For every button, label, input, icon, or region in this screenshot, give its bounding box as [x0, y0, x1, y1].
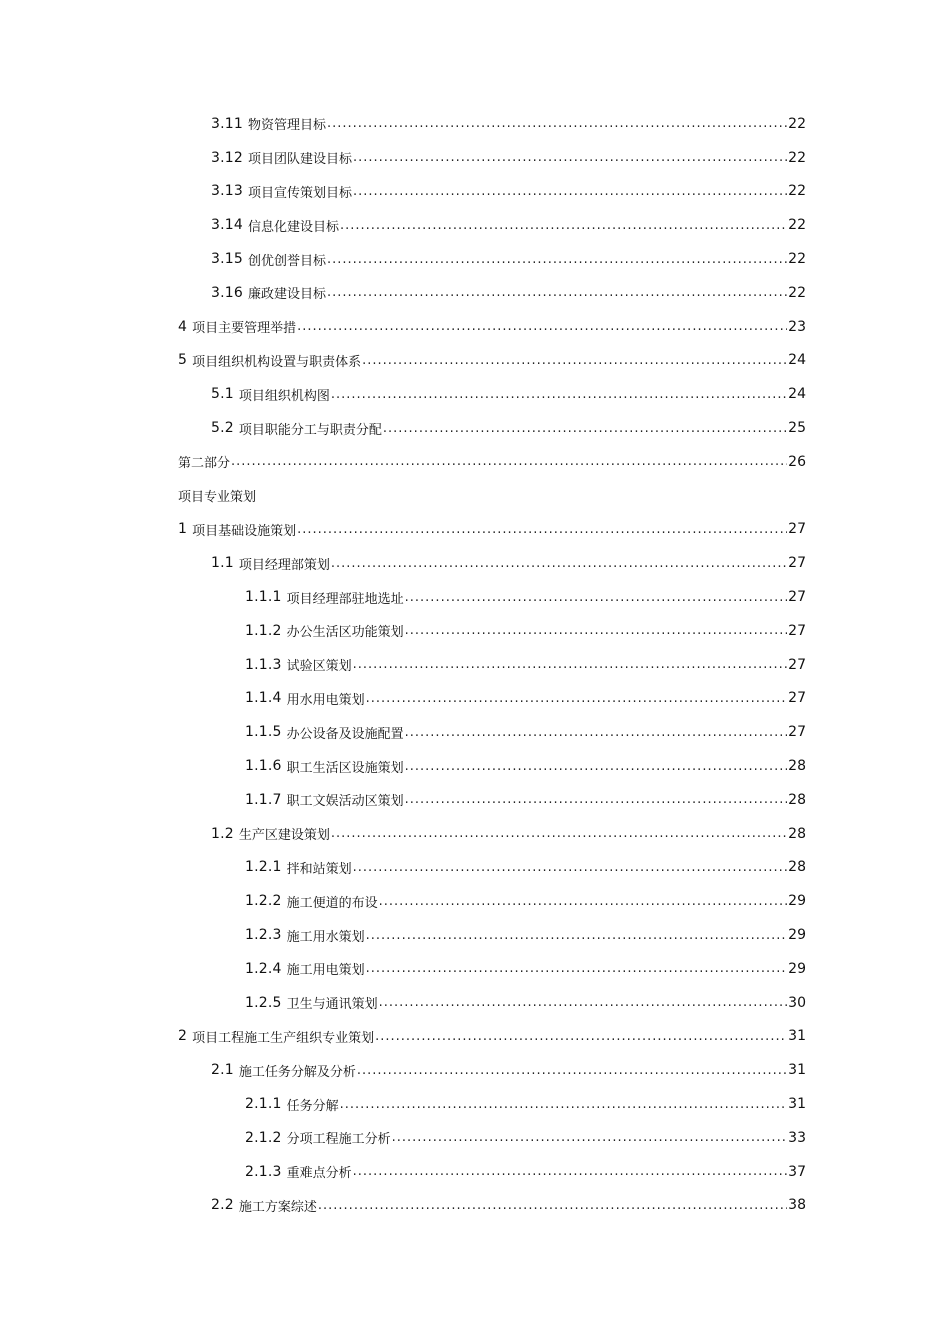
- toc-entry-number: 1.2: [211, 825, 234, 842]
- toc-entry-title: 施工用电策划: [286, 963, 365, 979]
- toc-entry[interactable]: [178, 513, 806, 547]
- toc-dot-leader: [353, 860, 788, 875]
- toc-entry-number: 2: [178, 1028, 188, 1045]
- toc-entry[interactable]: [211, 107, 806, 141]
- toc-entry-page: 24: [788, 386, 806, 403]
- toc-dot-leader: [362, 353, 787, 368]
- toc-entry[interactable]: [211, 276, 806, 310]
- toc-entry-number: 3.16: [211, 284, 243, 301]
- toc-entry-page: 25: [788, 420, 806, 437]
- toc-entry-title: 职工生活区设施策划: [286, 760, 404, 776]
- toc-entry-number: 1.1.7: [245, 791, 282, 808]
- toc-entry-number: 3.15: [211, 251, 243, 268]
- toc-entry-title: 第二部分: [178, 456, 231, 472]
- toc-entry-number: 1.1.5: [245, 724, 282, 741]
- toc-entry[interactable]: [178, 310, 806, 344]
- toc-entry-page: 27: [788, 724, 806, 741]
- toc-entry-number: 1.2.5: [245, 994, 282, 1011]
- table-of-contents: [0, 107, 950, 1222]
- toc-entry[interactable]: [245, 614, 806, 648]
- toc-entry[interactable]: [178, 344, 806, 378]
- toc-entry-number: 2.1.3: [245, 1163, 282, 1180]
- toc-dot-leader: [353, 150, 787, 165]
- toc-dot-leader: [405, 792, 788, 807]
- toc-entry[interactable]: [245, 1121, 806, 1155]
- toc-entry[interactable]: [245, 952, 806, 986]
- toc-entry-page: 26: [788, 453, 806, 470]
- toc-entry-title: 项目宣传策划目标: [247, 185, 352, 201]
- toc-entry-number: 1.2.4: [245, 960, 282, 977]
- toc-dot-leader: [331, 556, 787, 571]
- toc-dot-leader: [340, 218, 787, 233]
- toc-entry[interactable]: [178, 445, 806, 479]
- toc-entry-number: 5.1: [211, 386, 234, 403]
- toc-entry-number: 1.1.4: [245, 690, 282, 707]
- toc-entry[interactable]: [211, 1053, 806, 1087]
- toc-entry[interactable]: [245, 918, 806, 952]
- toc-dot-leader: [297, 319, 787, 334]
- toc-entry[interactable]: [211, 411, 806, 445]
- toc-dot-leader: [375, 1029, 787, 1044]
- toc-entry-title: 项目专业策划: [178, 490, 257, 506]
- toc-entry[interactable]: [211, 141, 806, 175]
- toc-dot-leader: [405, 725, 788, 740]
- toc-entry-title: 施工方案综述: [238, 1199, 317, 1215]
- toc-entry-title: 用水用电策划: [286, 692, 365, 708]
- toc-entry-title: 任务分解: [286, 1098, 339, 1114]
- toc-entry-page: 27: [788, 555, 806, 572]
- toc-entry-title: 施工任务分解及分析: [238, 1064, 356, 1080]
- toc-entry-page: 28: [788, 825, 806, 842]
- toc-entry-page: 22: [788, 217, 806, 234]
- toc-entry-page: 27: [788, 622, 806, 639]
- toc-entry-title: 项目工程施工生产组织专业策划: [192, 1030, 375, 1046]
- toc-entry-title: 物资管理目标: [247, 118, 326, 134]
- toc-entry[interactable]: [245, 648, 806, 682]
- toc-entry-number: 1.1.1: [245, 589, 282, 606]
- toc-entry[interactable]: [245, 715, 806, 749]
- toc-entry[interactable]: [211, 175, 806, 209]
- toc-entry-number: 1.1.2: [245, 622, 282, 639]
- toc-entry[interactable]: [211, 817, 806, 851]
- toc-entry-page: 27: [788, 656, 806, 673]
- toc-entry-page: 29: [788, 893, 806, 910]
- toc-entry-page: 22: [788, 149, 806, 166]
- toc-entry-title: 项目经理部策划: [238, 557, 330, 573]
- toc-entry[interactable]: [245, 1155, 806, 1189]
- toc-entry-number: 3.12: [211, 149, 243, 166]
- toc-entry-title: 办公生活区功能策划: [286, 625, 404, 641]
- toc-entry-title: 拌和站策划: [286, 861, 352, 877]
- toc-dot-leader: [327, 252, 787, 267]
- toc-entry-number: 1.2.3: [245, 927, 282, 944]
- toc-entry[interactable]: [245, 682, 806, 716]
- toc-entry[interactable]: [245, 986, 806, 1020]
- toc-entry-number: 5: [178, 352, 188, 369]
- toc-entry-title: 项目团队建设目标: [247, 152, 352, 168]
- toc-entry-page: 22: [788, 115, 806, 132]
- toc-dot-leader: [318, 1198, 787, 1213]
- toc-entry-number: 1.1.6: [245, 758, 282, 775]
- toc-entry-page: 28: [788, 791, 806, 808]
- toc-dot-leader: [366, 961, 788, 976]
- toc-dot-leader: [353, 657, 788, 672]
- toc-entry[interactable]: [211, 377, 806, 411]
- toc-dot-leader: [405, 623, 788, 638]
- toc-entry-number: 3.13: [211, 183, 243, 200]
- toc-entry[interactable]: [211, 1189, 806, 1223]
- toc-entry-number: 3.11: [211, 115, 243, 132]
- toc-entry-number: 1.2.2: [245, 893, 282, 910]
- toc-dot-leader: [327, 285, 787, 300]
- toc-dot-leader: [383, 421, 787, 436]
- toc-entry-number: 1.1.3: [245, 656, 282, 673]
- toc-entry[interactable]: [245, 783, 806, 817]
- toc-entry-number: 1: [178, 521, 188, 538]
- toc-dot-leader: [405, 759, 788, 774]
- toc-entry-number: 2.1: [211, 1062, 234, 1079]
- toc-entry[interactable]: [245, 851, 806, 885]
- toc-entry[interactable]: [211, 546, 806, 580]
- toc-entry-title: 创优创誉目标: [247, 253, 326, 269]
- toc-entry[interactable]: [245, 749, 806, 783]
- toc-entry-page: 29: [788, 960, 806, 977]
- toc-entry-title: 卫生与通讯策划: [286, 997, 378, 1013]
- toc-entry[interactable]: [245, 580, 806, 614]
- toc-entry-title: 生产区建设策划: [238, 828, 330, 844]
- toc-entry-number: 2.1.1: [245, 1096, 282, 1112]
- toc-entry-number: 2.1.2: [245, 1129, 282, 1146]
- toc-dot-leader: [379, 995, 788, 1010]
- toc-entry-page: 24: [788, 352, 806, 369]
- toc-dot-leader: [392, 1130, 788, 1145]
- toc-entry[interactable]: [211, 242, 806, 276]
- toc-dot-leader: [340, 1097, 788, 1112]
- toc-entry-title: 信息化建设目标: [247, 219, 339, 235]
- toc-entry-title: 重难点分析: [286, 1166, 352, 1182]
- toc-entry-number: 3.14: [211, 217, 243, 234]
- toc-entry-page: 37: [788, 1163, 806, 1180]
- toc-dot-leader: [331, 826, 787, 841]
- toc-entry[interactable]: [178, 479, 806, 513]
- toc-entry-title: 办公设备及设施配置: [286, 726, 404, 742]
- toc-dot-leader: [357, 1063, 787, 1078]
- toc-dot-leader: [366, 928, 788, 943]
- toc-entry-page: 23: [788, 318, 806, 335]
- toc-entry-page: 31: [788, 1028, 806, 1045]
- toc-entry-number: 5.2: [211, 420, 234, 437]
- toc-entry-title: 施工便道的布设: [286, 895, 378, 911]
- toc-entry-number: 1.2.1: [245, 859, 282, 876]
- toc-dot-leader: [405, 590, 788, 605]
- toc-entry-title: 项目职能分工与职责分配: [238, 422, 382, 438]
- toc-entry[interactable]: [211, 208, 806, 242]
- toc-entry-number: 2.2: [211, 1197, 234, 1214]
- toc-entry[interactable]: [245, 884, 806, 918]
- toc-entry-page: 28: [788, 859, 806, 876]
- toc-entry-number: 1.1: [211, 555, 234, 572]
- toc-entry-page: 30: [788, 994, 806, 1011]
- toc-entry-title: 项目组织机构设置与职责体系: [192, 354, 362, 370]
- toc-entry-page: 28: [788, 758, 806, 775]
- toc-entry-page: 22: [788, 183, 806, 200]
- toc-entry-title: 项目主要管理举措: [192, 321, 297, 337]
- toc-dot-leader: [353, 184, 787, 199]
- toc-entry-page: 31: [788, 1062, 806, 1079]
- toc-entry-title: 廉政建设目标: [247, 287, 326, 303]
- toc-dot-leader: [231, 454, 787, 469]
- toc-entry-page: 33: [788, 1129, 806, 1146]
- toc-dot-leader: [327, 116, 787, 131]
- toc-entry-page: 27: [788, 521, 806, 538]
- toc-entry-page: 22: [788, 284, 806, 301]
- toc-entry[interactable]: [178, 1020, 806, 1054]
- toc-entry-title: 职工文娱活动区策划: [286, 794, 404, 810]
- toc-entry-title: 项目基础设施策划: [192, 523, 297, 539]
- toc-entry-page: 38: [788, 1197, 806, 1214]
- toc-entry-title: 施工用水策划: [286, 929, 365, 945]
- toc-dot-leader: [366, 691, 788, 706]
- toc-entry-page: 29: [788, 927, 806, 944]
- toc-dot-leader: [297, 522, 787, 537]
- toc-entry-number: 4: [178, 318, 188, 335]
- toc-entry[interactable]: [245, 1087, 806, 1121]
- toc-dot-leader: [379, 894, 788, 909]
- toc-entry-page: 31: [788, 1096, 806, 1112]
- toc-entry-title: 分项工程施工分析: [286, 1132, 391, 1148]
- toc-entry-title: 项目组织机构图: [238, 388, 330, 404]
- toc-entry-page: 22: [788, 251, 806, 268]
- toc-entry-page: 27: [788, 690, 806, 707]
- toc-entry-title: 试验区策划: [286, 659, 352, 675]
- toc-dot-leader: [331, 387, 787, 402]
- toc-dot-leader: [353, 1164, 788, 1179]
- toc-entry-page: 27: [788, 589, 806, 606]
- toc-entry-title: 项目经理部驻地选址: [286, 591, 404, 607]
